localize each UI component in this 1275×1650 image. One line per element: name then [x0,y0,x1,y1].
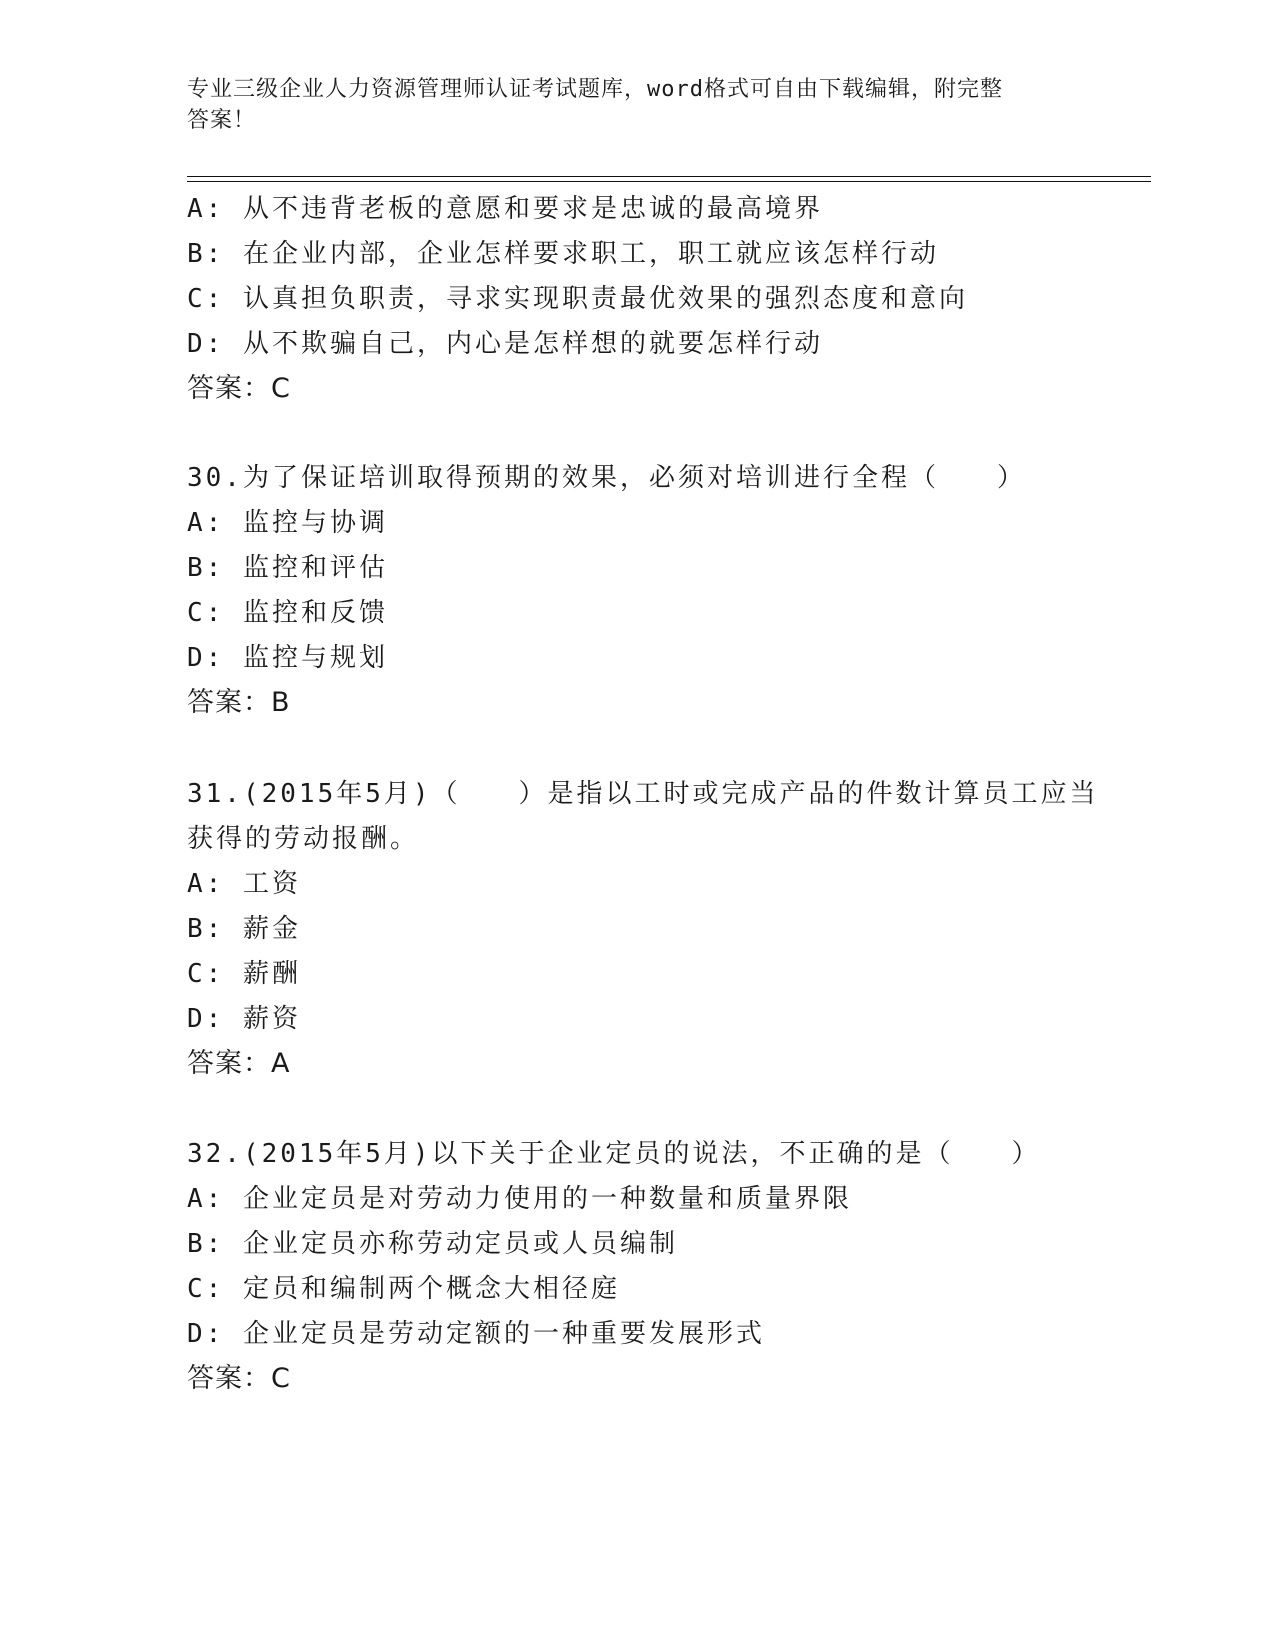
q32-option-d: D: 企业定员是劳动定额的一种重要发展形式 [187,1319,765,1349]
q30-answer: 答案：B [187,687,291,718]
q32-option-a: A: 企业定员是对劳动力使用的一种数量和质量界限 [187,1184,852,1214]
prev-option-d: D: 从不欺骗自己，内心是怎样想的就要怎样行动 [187,329,823,359]
prev-answer: 答案：C [187,373,291,404]
header-title-line-2: 答案！ [187,108,257,133]
q32-option-c: C: 定员和编制两个概念大相径庭 [187,1274,620,1304]
header-rule-bottom [187,181,1151,182]
q30-option-d: D: 监控与规划 [187,643,388,673]
header-rule-top [187,176,1151,177]
q31-answer: 答案：A [187,1048,291,1079]
q30-option-a: A: 监控与协调 [187,508,388,538]
prev-option-b: B: 在企业内部，企业怎样要求职工，职工就应该怎样行动 [187,239,939,269]
q32-answer: 答案：C [187,1363,291,1394]
q31-stem-line-2: 获得的劳动报酬。 [187,824,420,854]
q32-option-b: B: 企业定员亦称劳动定员或人员编制 [187,1229,678,1259]
header-title-line-1: 专业三级企业人力资源管理师认证考试题库，word格式可自由下载编辑，附完整 [187,77,1003,102]
q31-option-a: A: 工资 [187,869,301,899]
prev-option-a: A: 从不违背老板的意愿和要求是忠诚的最高境界 [187,194,823,224]
q31-option-c: C: 薪酬 [187,959,301,989]
q31-option-d: D: 薪资 [187,1004,301,1034]
q31-stem-line-1: 31.(2015年5月)（ ）是指以工时或完成产品的件数计算员工应当 [187,779,1099,809]
prev-option-c: C: 认真担负职责，寻求实现职责最优效果的强烈态度和意向 [187,284,968,314]
q30-option-c: C: 监控和反馈 [187,598,388,628]
q30-option-b: B: 监控和评估 [187,553,388,583]
q31-option-b: B: 薪金 [187,914,301,944]
document-header [187,74,1087,136]
q30-stem: 30.为了保证培训取得预期的效果，必须对培训进行全程（ ） [187,463,1026,493]
q32-stem: 32.(2015年5月)以下关于企业定员的说法，不正确的是（ ） [187,1139,1041,1169]
